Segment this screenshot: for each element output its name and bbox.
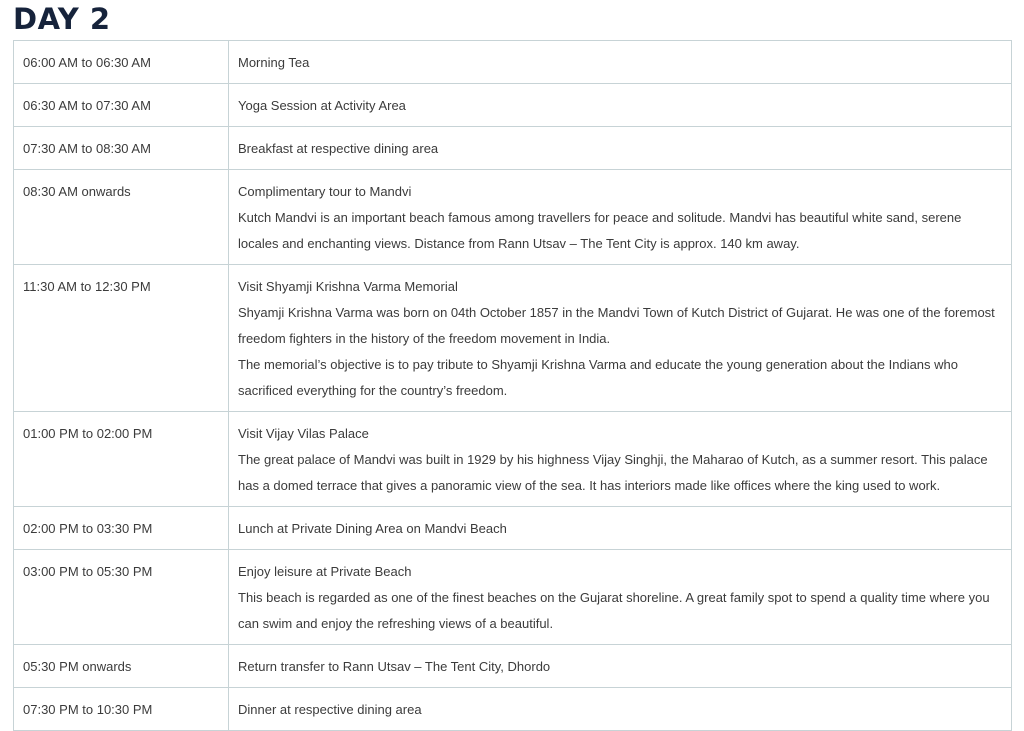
activity-cell: [229, 507, 1012, 550]
activity-cell: [229, 550, 1012, 645]
schedule-row: [14, 550, 1012, 645]
activity-cell: [229, 84, 1012, 127]
activity-description: This beach is regarded as one of the finest beaches on the Gujarat shoreline. A great family spot to spend a quality time where you can swim and enjoy the refreshing views of a beautiful.: [238, 590, 990, 631]
activity-cell: [229, 127, 1012, 170]
schedule-row: [14, 688, 1012, 731]
schedule-row: [14, 645, 1012, 688]
schedule-row: [14, 41, 1012, 84]
time-cell: 06:30 AM to 07:30 AM: [14, 84, 229, 127]
time-cell: 01:00 PM to 02:00 PM: [14, 412, 229, 507]
schedule-row: [14, 170, 1012, 265]
activity-cell: [229, 645, 1012, 688]
activity-description: The memorial’s objective is to pay tribute to Shyamji Krishna Varma and educate the young generation about the Indians who sacrificed everything for the country’s freedom.: [238, 357, 958, 398]
schedule-body: [14, 41, 1012, 731]
schedule-row: [14, 412, 1012, 507]
activity-title: Visit Shyamji Krishna Varma Memorial: [238, 279, 458, 294]
activity-cell: [229, 412, 1012, 507]
schedule-row: [14, 127, 1012, 170]
schedule-row: [14, 507, 1012, 550]
activity-title: Lunch at Private Dining Area on Mandvi Beach: [238, 521, 507, 536]
activity-cell: [229, 41, 1012, 84]
activity-title: Morning Tea: [238, 55, 310, 70]
activity-cell: [229, 688, 1012, 731]
time-cell: 07:30 PM to 10:30 PM: [14, 688, 229, 731]
activity-title: Return transfer to Rann Utsav – The Tent City, Dhordo: [238, 659, 551, 674]
time-cell: 07:30 AM to 08:30 AM: [14, 127, 229, 170]
page-title: DAY 2: [13, 2, 111, 36]
activity-title: Visit Vijay Vilas Palace: [238, 426, 369, 441]
schedule-row: [14, 84, 1012, 127]
activity-cell: [229, 265, 1012, 412]
time-cell: 11:30 AM to 12:30 PM: [14, 265, 229, 412]
time-cell: 06:00 AM to 06:30 AM: [14, 41, 229, 84]
time-cell: 05:30 PM onwards: [14, 645, 229, 688]
time-cell: 03:00 PM to 05:30 PM: [14, 550, 229, 645]
activity-description: Kutch Mandvi is an important beach famous among travellers for peace and solitude. Mandvi has beautiful white sand, serene locales and enchanting views. Distance from Rann Utsav – The Tent City is approx. 140 km away.: [238, 210, 962, 251]
time-cell: 02:00 PM to 03:30 PM: [14, 507, 229, 550]
activity-title: Complimentary tour to Mandvi: [238, 184, 412, 199]
activity-title: Enjoy leisure at Private Beach: [238, 564, 412, 579]
schedule-row: [14, 265, 1012, 412]
activity-cell: [229, 170, 1012, 265]
activity-title: Dinner at respective dining area: [238, 702, 422, 717]
activity-title: Yoga Session at Activity Area: [238, 98, 406, 113]
time-cell: 08:30 AM onwards: [14, 170, 229, 265]
schedule-table: [13, 40, 1012, 731]
activity-description: The great palace of Mandvi was built in 1929 by his highness Vijay Singhji, the Maharao of Kutch, as a summer resort. This palace has a domed terrace that gives a panoramic view of the sea. It has interiors made like offices where the king used to work.: [238, 452, 988, 493]
activity-description: Shyamji Krishna Varma was born on 04th October 1857 in the Mandvi Town of Kutch District of Gujarat. He was one of the foremost freedom fighters in the history of the freedom movement in India.: [238, 305, 995, 346]
activity-title: Breakfast at respective dining area: [238, 141, 439, 156]
